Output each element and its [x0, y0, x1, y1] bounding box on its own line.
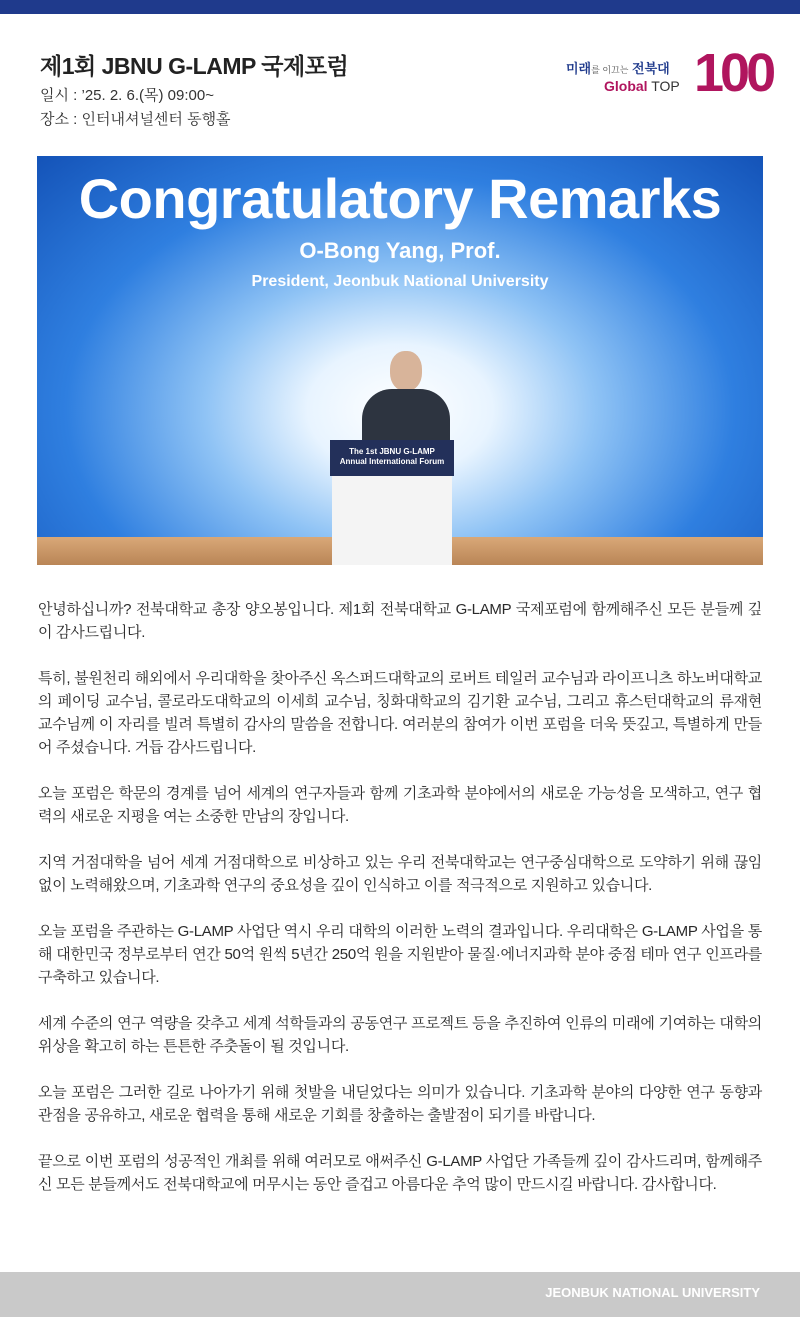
- top-bar: [0, 0, 800, 14]
- speech-body: [38, 598, 762, 1219]
- podium: [332, 440, 452, 565]
- paragraph: 오늘 포럼은 학문의 경계를 넘어 세계의 연구자들과 함께 기초과학 분야에서의 새로운 가능성을 모색하고, 연구 협력의 새로운 지평을 여는 소중한 만남의 장입니다.: [38, 785, 762, 825]
- paragraph: 오늘 포럼을 주관하는 G-LAMP 사업단 역시 우리 대학의 이러한 노력의 결과입니다. 우리대학은 G-LAMP 사업을 통해 대한민국 정부로부터 연간 50억 원씩 5년간 250억 원을 지원받아 물질·에너지과학 분야 중점 테마 연구 인프라를 구축하고 있습니다.: [38, 923, 762, 986]
- paragraph: 지역 거점대학을 넘어 세계 거점대학으로 비상하고 있는 우리 전북대학교는 연구중심대학으로 도약하기 위해 끊임없이 노력해왔으며, 기초과학 연구의 중요성을 깊이 인식하고 이를 적극적으로 지원하고 있습니다.: [38, 854, 762, 894]
- page-title: 제1회 JBNU G-LAMP 국제포럼: [40, 53, 349, 79]
- photo-headline: Congratulatory Remarks: [78, 167, 722, 230]
- event-photo: [37, 156, 763, 565]
- paragraph: 끝으로 이번 포럼의 성공적인 개최를 위해 여러모로 애써주신 G-LAMP 사업단 가족들께 깊이 감사드리며, 함께해주신 모든 분들께서도 전북대학교에 머무시는 동안 즐겁고 아름다운 추억 많이 만드시길 바랍니다. 감사합니다.: [38, 1153, 762, 1193]
- photo-speaker: O-Bong Yang, Prof.: [299, 238, 501, 263]
- paragraph: 오늘 포럼은 그러한 길로 나아가기 위해 첫발을 내딛었다는 의미가 있습니다. 기초과학 분야의 다양한 연구 동향과 관점을 공유하고, 새로운 협력을 통해 새로운 기회를 창출하는 출발점이 되기를 바랍니다.: [38, 1084, 762, 1124]
- paragraph: 특히, 불원천리 해외에서 우리대학을 찾아주신 옥스퍼드대학교의 로버트 테일러 교수님과 라이프니츠 하노버대학교의 페이딩 교수님, 콜로라도대학교의 이세희 교수님, 칭화대학교의 김기환 교수님, 그리고 휴스턴대학교의 류재현 교수님께 이 자리를 빌려 특별히 감사의 말씀을 전합니다. 여러분의 참여가 이번 포럼을 더욱 뜻깊고, 특별하게 만들어 주셨습니다. 거듭 감사드립니다.: [38, 670, 762, 756]
- speaker-figure: [362, 351, 450, 451]
- global-top-100-logo: 미래를 이끄는 전북대 Global TOP 100: [566, 43, 773, 103]
- event-date: 일시 : ’25. 2. 6.(목) 09:00~: [40, 87, 214, 104]
- paragraph: 세계 수준의 연구 역량을 갖추고 세계 석학들과의 공동연구 프로젝트 등을 추진하여 인류의 미래에 기여하는 대학의 위상을 확고히 하는 튼튼한 주춧돌이 될 것입니다.: [38, 1015, 762, 1055]
- podium-sign: The 1st JBNU G-LAMP Annual International Forum: [330, 440, 454, 476]
- footer-text: JEONBUK NATIONAL UNIVERSITY: [545, 1285, 760, 1300]
- footer: [0, 1272, 800, 1317]
- event-venue: 장소 : 인터내셔널센터 동행홀: [40, 111, 231, 128]
- photo-position: President, Jeonbuk National University: [251, 273, 549, 290]
- paragraph: 안녕하십니까? 전북대학교 총장 양오봉입니다. 제1회 전북대학교 G-LAMP 국제포럼에 함께해주신 모든 분들께 깊이 감사드립니다.: [38, 601, 762, 641]
